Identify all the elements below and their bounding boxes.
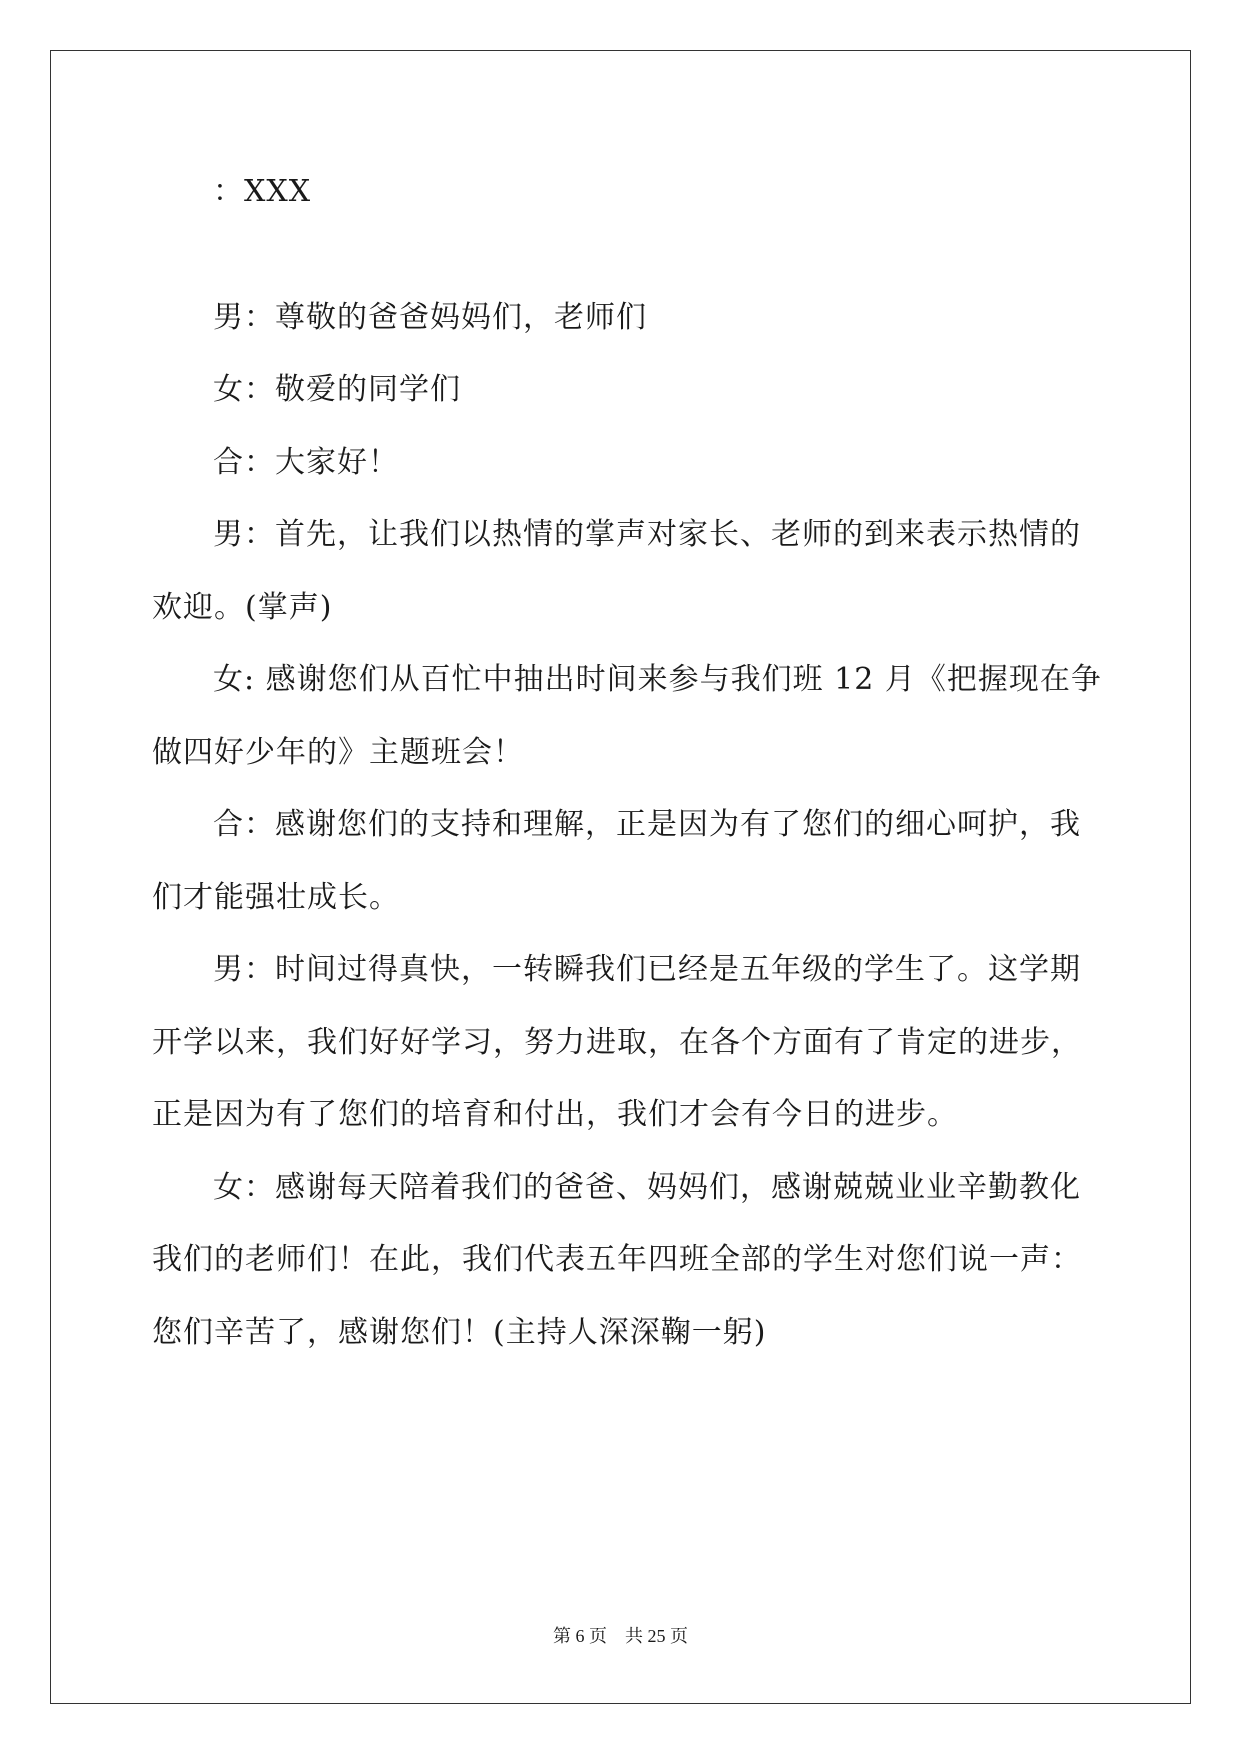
paragraph-line: 男：时间过得真快，一转瞬我们已经是五年级的学生了。这学期 <box>213 952 1081 987</box>
paragraph-line: 做四好少年的》主题班会！ <box>152 735 524 770</box>
paragraph-line: 您们辛苦了，感谢您们！(主持人深深鞠一躬) <box>152 1315 767 1350</box>
paragraph-line: 合：感谢您们的支持和理解，正是因为有了您们的细心呵护，我 <box>213 807 1081 842</box>
paragraph-line: 女: 感谢您们从百忙中抽出时间来参与我们班 12 月《把握现在争 <box>213 662 1102 697</box>
paragraph-line: 欢迎。(掌声) <box>152 590 333 625</box>
paragraph-line: 女：感谢每天陪着我们的爸爸、妈妈们，感谢兢兢业业辛勤教化 <box>213 1170 1081 1205</box>
paragraph-line: 男：尊敬的爸爸妈妈们，老师们 <box>213 300 647 335</box>
host-name-line: ：XXX <box>213 174 312 209</box>
page-number-footer: 第 6 页 共 25 页 <box>553 1626 688 1646</box>
paragraph-line: 我们的老师们！在此，我们代表五年四班全部的学生对您们说一声： <box>152 1242 1082 1277</box>
paragraph-line: 女：敬爱的同学们 <box>213 372 461 407</box>
paragraph-line: 男：首先，让我们以热情的掌声对家长、老师的到来表示热情的 <box>213 517 1081 552</box>
paragraph-line: 开学以来，我们好好学习，努力进取，在各个方面有了肯定的进步， <box>152 1025 1082 1060</box>
paragraph-line: 们才能强壮成长。 <box>152 880 400 915</box>
paragraph-line: 正是因为有了您们的培育和付出，我们才会有今日的进步。 <box>152 1097 958 1132</box>
paragraph-line: 合：大家好！ <box>213 445 399 480</box>
